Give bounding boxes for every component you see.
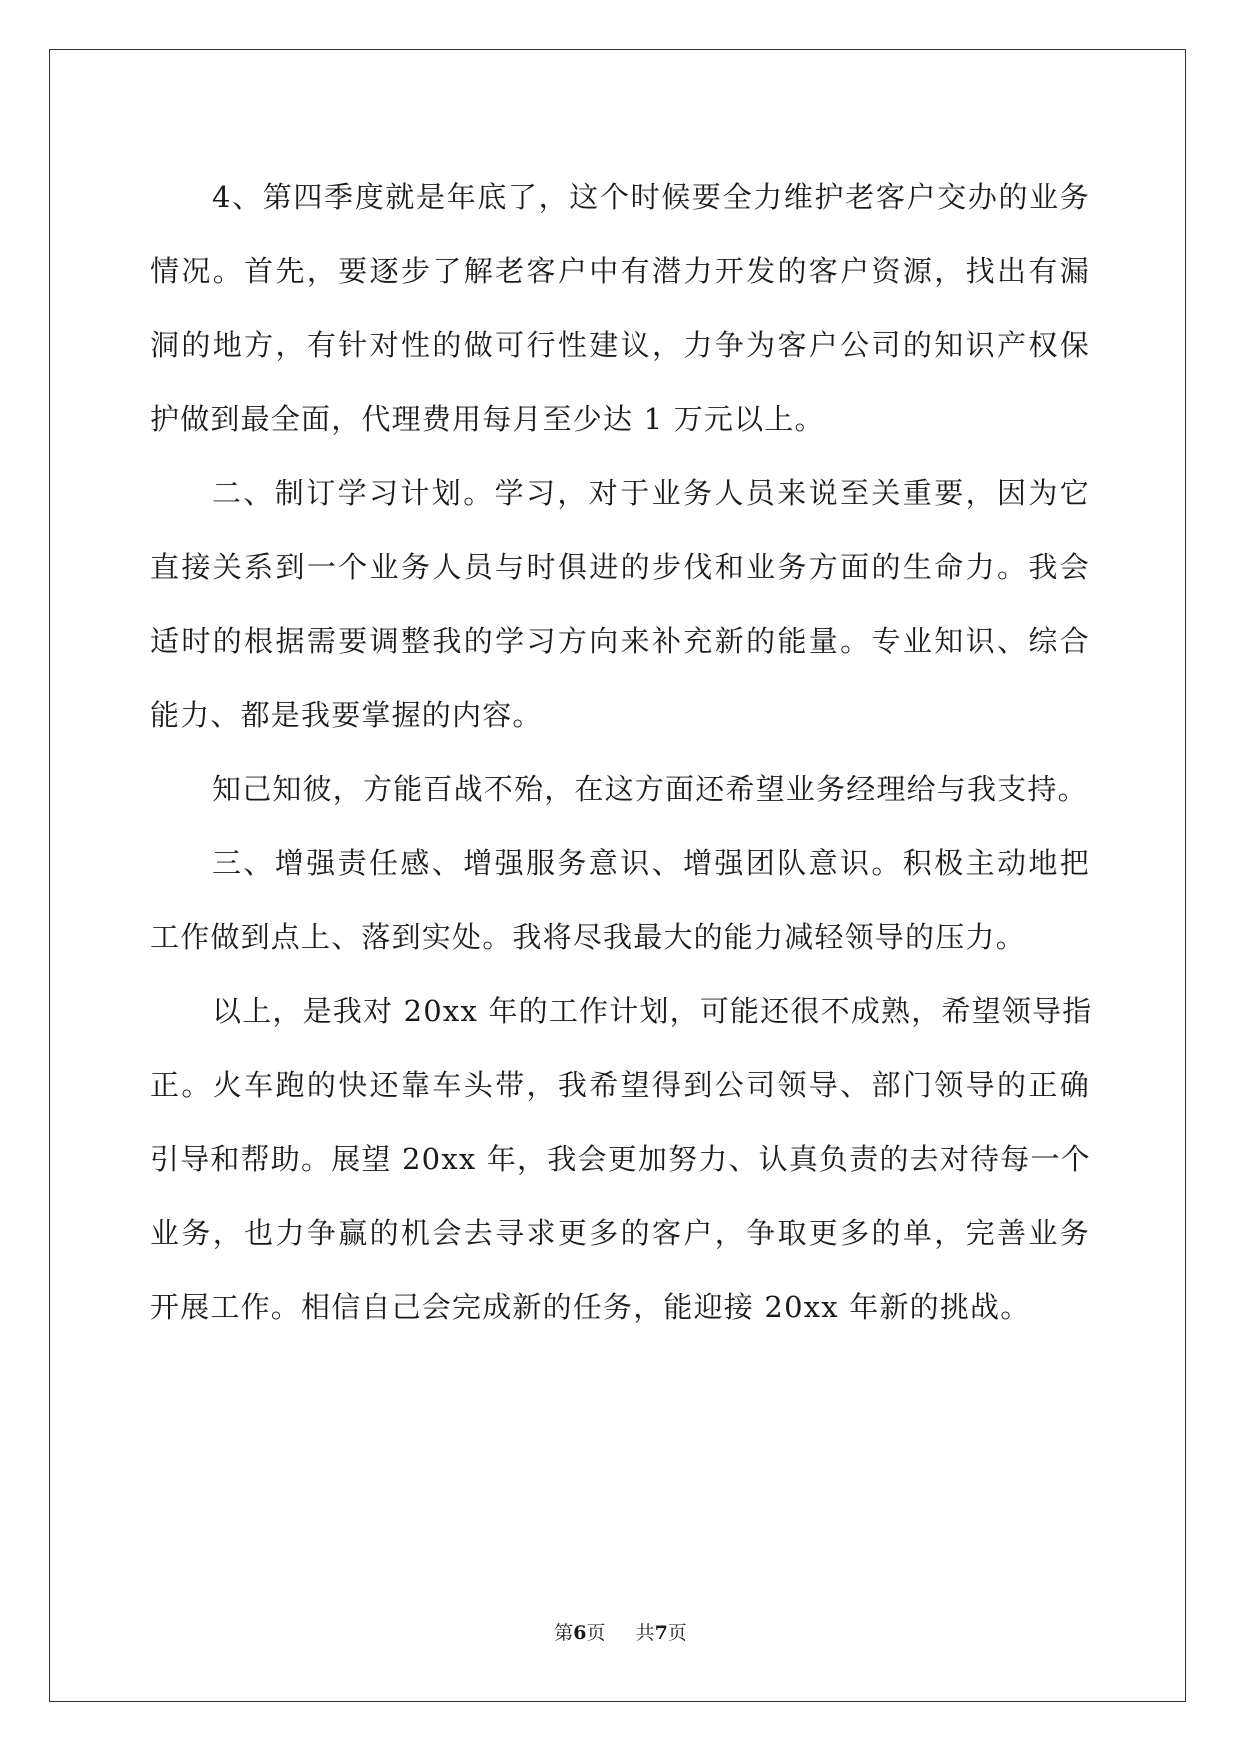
text-line: 引导和帮助。展望 20xx 年，我会更加努力、认真负责的去对待每一个	[150, 1142, 1091, 1176]
text-line: 业务，也力争赢的机会去寻求更多的客户，争取更多的单，完善业务	[150, 1216, 1090, 1250]
page-number-label	[554, 1618, 605, 1645]
page-suffix: 页	[586, 1622, 606, 1644]
page-prefix: 第	[554, 1622, 574, 1644]
total-pages-label	[636, 1618, 687, 1645]
text-line: 正。火车跑的快还靠车头带，我希望得到公司领导、部门领导的正确	[150, 1068, 1090, 1102]
text-line: 适时的根据需要调整我的学习方向来补充新的能量。专业知识、综合	[150, 624, 1090, 658]
document-body	[150, 160, 1093, 1344]
text-line: 直接关系到一个业务人员与时俱进的步伐和业务方面的生命力。我会	[150, 550, 1090, 584]
text-line: 以上，是我对 20xx 年的工作计划，可能还很不成熟，希望领导指	[212, 994, 1093, 1028]
text-line: 工作做到点上、落到实处。我将尽我最大的能力减轻领导的压力。	[150, 920, 1026, 954]
text-line: 4、第四季度就是年底了，这个时候要全力维护老客户交办的业务	[212, 180, 1090, 214]
text-line: 开展工作。相信自己会完成新的任务，能迎接 20xx 年新的挑战。	[150, 1290, 1031, 1324]
text-line: 洞的地方，有针对性的做可行性建议，力争为客户公司的知识产权保	[150, 328, 1090, 362]
total-page-number: 7	[654, 1622, 668, 1644]
total-prefix: 共	[635, 1622, 655, 1644]
total-suffix: 页	[667, 1622, 687, 1644]
text-line: 能力、都是我要掌握的内容。	[150, 698, 543, 732]
text-line: 三、增强责任感、增强服务意识、增强团队意识。积极主动地把	[212, 846, 1090, 880]
text-line: 二、制订学习计划。学习，对于业务人员来说至关重要，因为它	[212, 476, 1090, 510]
text-line: 护做到最全面，代理费用每月至少达 1 万元以上。	[150, 402, 825, 436]
text-line: 情况。首先，要逐步了解老客户中有潜力开发的客户资源，找出有漏	[150, 254, 1090, 288]
page-footer	[0, 1618, 1241, 1645]
text-line: 知己知彼，方能百战不殆，在这方面还希望业务经理给与我支持。	[212, 772, 1088, 806]
current-page-number: 6	[573, 1622, 587, 1644]
